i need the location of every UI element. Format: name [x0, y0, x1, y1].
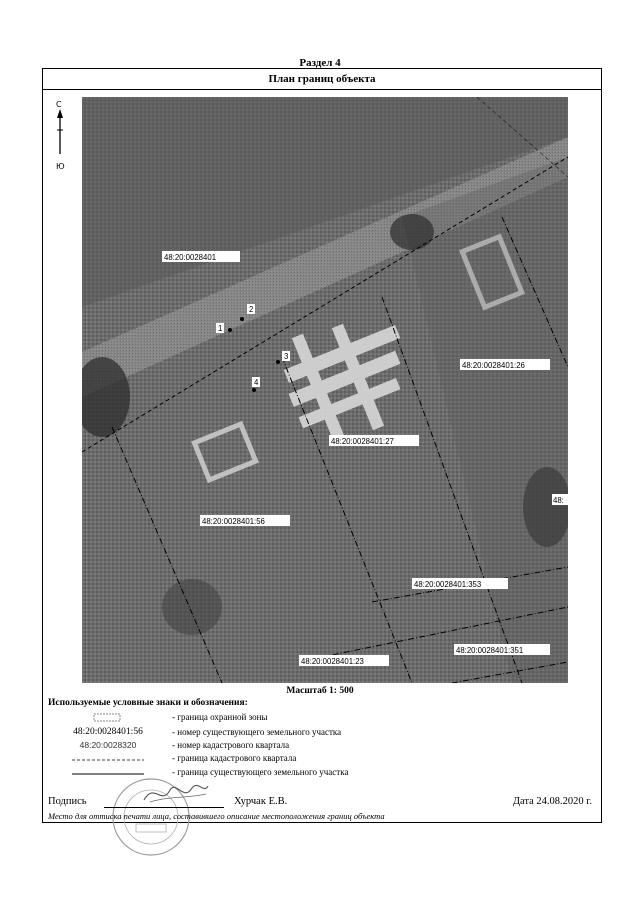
map-point-4: 4	[254, 378, 259, 387]
signature-row	[48, 796, 596, 810]
map-label-parcel-23: 48:20:0028401:23	[301, 657, 364, 666]
map-label-parcel-353: 48:20:0028401:353	[414, 580, 482, 589]
legend-symbol-quarter-number: 48:20:0028320	[79, 740, 137, 750]
legend-text: - граница существующего земельного участка	[172, 767, 349, 777]
signature-label: Подпись	[48, 796, 87, 807]
legend-title: Используемые условные знаки и обозначения:	[48, 698, 248, 708]
signer-name: Хурчак Е.В.	[234, 796, 288, 807]
map-label-parcel-27: 48:20:0028401:27	[331, 437, 394, 446]
map-scale: Масштаб 1: 500	[286, 686, 354, 696]
legend-item-quarter-number	[48, 740, 588, 752]
plan-title: План границ объекта	[42, 68, 602, 90]
map-point-1: 1	[218, 324, 223, 333]
legend-text: - номер существующего земельного участка	[172, 727, 342, 737]
legend-text: - граница охранной зоны	[172, 712, 268, 722]
aerial-map[interactable]	[82, 97, 568, 683]
map-label-parcel-56: 48:20:0028401:56	[202, 517, 265, 526]
section-title: Раздел 4	[299, 57, 341, 69]
legend-symbol-parcel-number: 48:20:0028401:56	[73, 727, 143, 737]
map-point-3: 3	[284, 352, 289, 361]
legend-symbol-dashed-line	[48, 753, 168, 765]
legend-text: - граница кадастрового квартала	[172, 753, 297, 763]
map-label-parcel-partial: 48:	[553, 496, 564, 505]
legend-item-parcel-number	[48, 727, 588, 739]
north-label: С	[56, 100, 62, 109]
stamp-footnote: Место для оттиска печати лица, составившего описание местоположения границ объекта	[48, 811, 385, 821]
legend-item-quarter-boundary	[48, 753, 588, 765]
map-label-parcel-26: 48:20:0028401:26	[462, 361, 525, 370]
legend-item-protection-zone	[48, 712, 588, 724]
north-arrow	[52, 100, 76, 176]
signature-line	[104, 807, 224, 808]
south-label: Ю	[56, 162, 65, 171]
signature-date: Дата 24.08.2020 г.	[512, 796, 592, 807]
map-label-parcel-351: 48:20:0028401:351	[456, 646, 524, 655]
map-label-quarter: 48:20:0028401	[164, 253, 217, 262]
map-point-2: 2	[249, 305, 254, 314]
legend-symbol-zone	[48, 712, 168, 724]
legend-text: - номер кадастрового квартала	[172, 740, 290, 750]
